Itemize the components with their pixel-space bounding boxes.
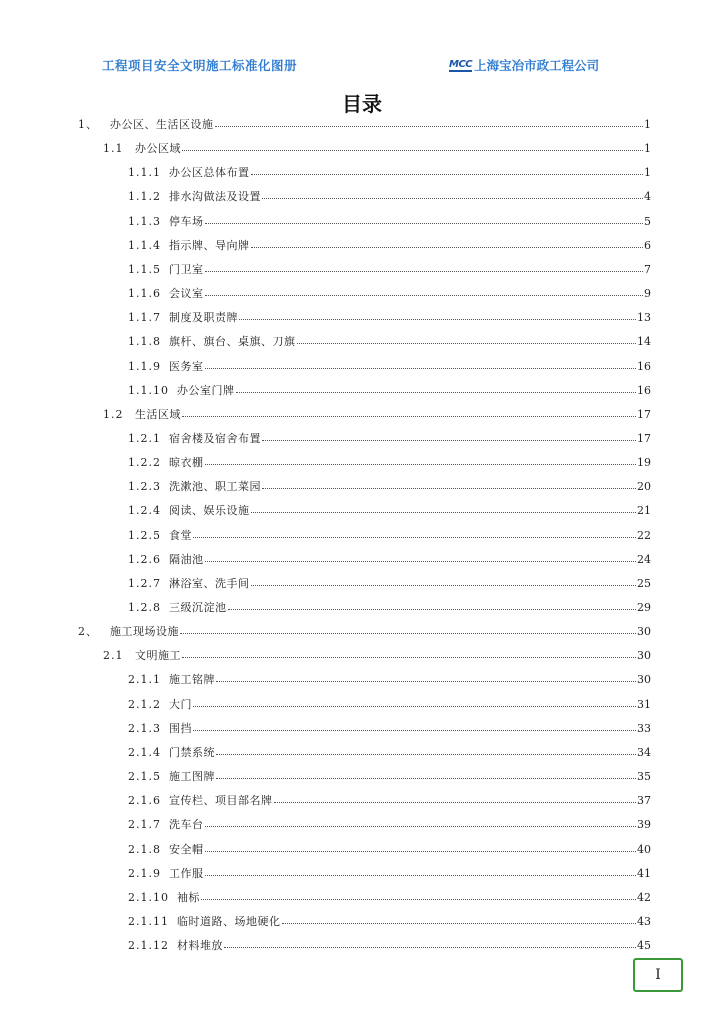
toc-entry-page: 34 bbox=[637, 746, 651, 759]
toc-entry[interactable] bbox=[103, 407, 651, 423]
toc-leader-dots bbox=[215, 126, 644, 127]
toc-entry-number: 1.1.2 bbox=[128, 190, 161, 203]
toc-entry-page: 20 bbox=[637, 480, 651, 493]
page-header bbox=[0, 56, 724, 78]
toc-entry[interactable] bbox=[78, 624, 651, 640]
toc-entry[interactable] bbox=[128, 455, 651, 471]
toc-leader-dots bbox=[205, 875, 637, 876]
toc-entry-number: 1.1.5 bbox=[128, 263, 161, 276]
toc-entry[interactable] bbox=[128, 890, 651, 906]
toc-entry-number: 2.1.8 bbox=[128, 843, 161, 856]
toc-entry-label: 宣传栏、项目部名牌 bbox=[169, 794, 273, 807]
toc-entry-number: 2.1.2 bbox=[128, 698, 161, 711]
toc-entry-label: 围挡 bbox=[169, 722, 192, 735]
toc-entry-page: 30 bbox=[637, 673, 651, 686]
toc-title: 目录 bbox=[342, 92, 382, 116]
toc-entry[interactable] bbox=[128, 503, 651, 519]
toc-leader-dots bbox=[262, 440, 636, 441]
toc-entry-page: 1 bbox=[644, 118, 651, 131]
toc-entry[interactable] bbox=[103, 648, 651, 664]
toc-entry-number: 2.1.6 bbox=[128, 794, 161, 807]
toc-leader-dots bbox=[182, 657, 636, 658]
toc-entry-number: 1.2.7 bbox=[128, 577, 161, 590]
toc-entry-page: 25 bbox=[637, 577, 651, 590]
toc-entry-label: 旗杆、旗台、桌旗、刀旗 bbox=[169, 335, 296, 348]
toc-entry-page: 17 bbox=[637, 432, 651, 445]
toc-entry-label: 门禁系统 bbox=[169, 746, 215, 759]
toc-entry-label: 三级沉淀池 bbox=[169, 601, 227, 614]
toc-entry-number: 1.2.2 bbox=[128, 456, 161, 469]
toc-entry[interactable] bbox=[128, 672, 651, 688]
toc-leader-dots bbox=[193, 706, 636, 707]
toc-entry-number: 1.1.3 bbox=[128, 215, 161, 228]
toc-entry-label: 施工图牌 bbox=[169, 770, 215, 783]
toc-entry[interactable] bbox=[128, 817, 651, 833]
toc-entry[interactable] bbox=[128, 383, 651, 399]
toc-entry[interactable] bbox=[128, 745, 651, 761]
toc-entry[interactable] bbox=[128, 600, 651, 616]
toc-entry-label: 淋浴室、洗手间 bbox=[169, 577, 250, 590]
toc-entry[interactable] bbox=[128, 189, 651, 205]
toc-leader-dots bbox=[205, 826, 637, 827]
toc-entry-page: 29 bbox=[637, 601, 651, 614]
toc-leader-dots bbox=[201, 899, 636, 900]
toc-entry-page: 17 bbox=[637, 408, 651, 421]
toc-entry-page: 35 bbox=[637, 770, 651, 783]
toc-entry-number: 2.1 bbox=[103, 649, 124, 662]
toc-entry-label: 指示牌、导向牌 bbox=[169, 239, 250, 252]
toc-entry-number: 2.1.11 bbox=[128, 915, 169, 928]
toc-leader-dots bbox=[262, 198, 643, 199]
company-name: 上海宝冶市政工程公司 bbox=[474, 58, 600, 73]
toc-leader-dots bbox=[216, 754, 636, 755]
toc-leader-dots bbox=[251, 512, 637, 513]
toc-entry-label: 施工铭牌 bbox=[169, 673, 215, 686]
toc-entry-page: 4 bbox=[644, 190, 651, 203]
toc-entry-number: 1.1.10 bbox=[128, 384, 169, 397]
toc-entry-number: 2.1.5 bbox=[128, 770, 161, 783]
toc-entry[interactable] bbox=[128, 938, 651, 954]
toc-entry-number: 2.1.10 bbox=[128, 891, 169, 904]
toc-entry-label: 安全帽 bbox=[169, 843, 204, 856]
toc-entry-label: 办公区总体布置 bbox=[169, 166, 250, 179]
toc-entry-page: 14 bbox=[637, 335, 651, 348]
toc-entry-page: 1 bbox=[644, 142, 651, 155]
toc-entry-number: 1.1.7 bbox=[128, 311, 161, 324]
toc-leader-dots bbox=[274, 802, 637, 803]
toc-entry-label: 施工现场设施 bbox=[110, 625, 179, 638]
toc-leader-dots bbox=[262, 488, 636, 489]
toc-entry-page: 41 bbox=[637, 867, 651, 880]
toc-leader-dots bbox=[205, 561, 637, 562]
toc-entry-label: 办公区、生活区设施 bbox=[110, 118, 214, 131]
toc-entry[interactable] bbox=[128, 310, 651, 326]
toc-entry-label: 袖标 bbox=[177, 891, 200, 904]
toc-entry[interactable] bbox=[128, 576, 651, 592]
toc-entry-label: 食堂 bbox=[169, 529, 192, 542]
toc-entry[interactable] bbox=[78, 117, 651, 133]
toc-entry-label: 洗漱池、职工菜园 bbox=[169, 480, 261, 493]
toc-entry-page: 16 bbox=[637, 384, 651, 397]
toc-entry-number: 1.1.4 bbox=[128, 239, 161, 252]
toc-entry-label: 停车场 bbox=[169, 215, 204, 228]
toc-entry-number: 1、 bbox=[78, 118, 98, 131]
toc-entry-page: 5 bbox=[644, 215, 651, 228]
toc-entry[interactable] bbox=[128, 286, 651, 302]
toc-entry-page: 33 bbox=[637, 722, 651, 735]
toc-leader-dots bbox=[228, 609, 637, 610]
toc-entry-page: 1 bbox=[644, 166, 651, 179]
toc-entry-label: 排水沟做法及设置 bbox=[169, 190, 261, 203]
toc-leader-dots bbox=[205, 223, 644, 224]
toc-entry-label: 工作服 bbox=[169, 867, 204, 880]
toc-leader-dots bbox=[193, 537, 636, 538]
toc-entry-label: 阅读、娱乐设施 bbox=[169, 504, 250, 517]
toc-entry[interactable] bbox=[128, 842, 651, 858]
toc-entry[interactable] bbox=[128, 769, 651, 785]
toc-leader-dots bbox=[216, 778, 636, 779]
toc-entry-page: 30 bbox=[637, 625, 651, 638]
toc-entry-label: 医务室 bbox=[169, 360, 204, 373]
toc-leader-dots bbox=[282, 923, 637, 924]
toc-entry-page: 43 bbox=[637, 915, 651, 928]
toc-entry-label: 生活区域 bbox=[135, 408, 181, 421]
toc-entry-number: 2.1.1 bbox=[128, 673, 161, 686]
toc-entry[interactable] bbox=[128, 552, 651, 568]
toc-entry[interactable] bbox=[128, 359, 651, 375]
toc-leader-dots bbox=[251, 174, 644, 175]
toc-leader-dots bbox=[205, 295, 644, 296]
toc-leader-dots bbox=[205, 851, 637, 852]
toc-entry-number: 1.1.8 bbox=[128, 335, 161, 348]
toc-entry[interactable] bbox=[128, 697, 651, 713]
toc-entry-page: 24 bbox=[637, 553, 651, 566]
toc-entry-page: 16 bbox=[637, 360, 651, 373]
toc-entry-page: 40 bbox=[637, 843, 651, 856]
toc-entry[interactable] bbox=[103, 141, 651, 157]
toc-leader-dots bbox=[193, 730, 636, 731]
toc-entry-page: 45 bbox=[637, 939, 651, 952]
toc-entry-label: 隔油池 bbox=[169, 553, 204, 566]
toc-entry-number: 1.1 bbox=[103, 142, 124, 155]
toc-entry-number: 1.1.9 bbox=[128, 360, 161, 373]
toc-entry-number: 2.1.4 bbox=[128, 746, 161, 759]
toc-entry-number: 2.1.3 bbox=[128, 722, 161, 735]
toc-entry-page: 9 bbox=[644, 287, 651, 300]
toc-entry-number: 2.1.9 bbox=[128, 867, 161, 880]
toc-entry-label: 办公区域 bbox=[135, 142, 181, 155]
toc-entry-label: 临时道路、场地硬化 bbox=[177, 915, 281, 928]
toc-leader-dots bbox=[251, 585, 637, 586]
toc-entry[interactable] bbox=[128, 165, 651, 181]
toc-leader-dots bbox=[216, 681, 636, 682]
toc-entry[interactable] bbox=[128, 262, 651, 278]
toc-leader-dots bbox=[182, 150, 643, 151]
toc-entry-page: 21 bbox=[637, 504, 651, 517]
toc-leader-dots bbox=[205, 271, 644, 272]
toc-entry-number: 1.2.3 bbox=[128, 480, 161, 493]
toc-entry-page: 30 bbox=[637, 649, 651, 662]
toc-entry-label: 办公室门牌 bbox=[177, 384, 235, 397]
toc-entry[interactable] bbox=[128, 866, 651, 882]
toc-entry-page: 6 bbox=[644, 239, 651, 252]
toc-entry[interactable] bbox=[128, 431, 651, 447]
toc-entry-label: 门卫室 bbox=[169, 263, 204, 276]
toc-entry-label: 文明施工 bbox=[135, 649, 181, 662]
toc-leader-dots bbox=[182, 416, 636, 417]
toc-entry-label: 晾衣棚 bbox=[169, 456, 204, 469]
toc-entry-page: 42 bbox=[637, 891, 651, 904]
toc-entry-label: 会议室 bbox=[169, 287, 204, 300]
toc-entry[interactable] bbox=[128, 479, 651, 495]
company-header bbox=[449, 56, 599, 74]
toc-entry-number: 1.1.6 bbox=[128, 287, 161, 300]
toc-entry-number: 2.1.12 bbox=[128, 939, 169, 952]
toc-entry-page: 19 bbox=[637, 456, 651, 469]
toc-entry-number: 2、 bbox=[78, 625, 98, 638]
toc-entry[interactable] bbox=[128, 721, 651, 737]
toc-entry[interactable] bbox=[128, 528, 651, 544]
toc-leader-dots bbox=[205, 464, 637, 465]
toc-entry-number: 1.2.4 bbox=[128, 504, 161, 517]
toc-leader-dots bbox=[239, 319, 636, 320]
toc-entry-number: 2.1.7 bbox=[128, 818, 161, 831]
document-title: 工程项目安全文明施工标准化图册 bbox=[102, 58, 298, 73]
toc-leader-dots bbox=[236, 392, 637, 393]
toc-entry-label: 材料堆放 bbox=[177, 939, 223, 952]
toc-entry[interactable] bbox=[128, 793, 651, 809]
toc-leader-dots bbox=[224, 947, 636, 948]
toc-leader-dots bbox=[180, 633, 636, 634]
toc-entry-label: 洗车台 bbox=[169, 818, 204, 831]
toc-entry[interactable] bbox=[128, 914, 651, 930]
toc-entry[interactable] bbox=[128, 334, 651, 350]
toc-entry-page: 13 bbox=[637, 311, 651, 324]
toc-entry[interactable] bbox=[128, 238, 651, 254]
toc-leader-dots bbox=[297, 343, 637, 344]
toc-entry-label: 宿舍楼及宿舍布置 bbox=[169, 432, 261, 445]
toc-leader-dots bbox=[251, 247, 644, 248]
toc-entry-number: 1.2.5 bbox=[128, 529, 161, 542]
toc-entry-number: 1.2.6 bbox=[128, 553, 161, 566]
toc-entry-number: 1.2 bbox=[103, 408, 124, 421]
toc-entry-number: 1.2.1 bbox=[128, 432, 161, 445]
mcc-logo-icon: MCC bbox=[449, 58, 473, 70]
toc-entry-label: 大门 bbox=[169, 698, 192, 711]
toc-entry-page: 7 bbox=[644, 263, 651, 276]
toc-entry-number: 1.1.1 bbox=[128, 166, 161, 179]
page-number: I bbox=[633, 958, 683, 992]
toc-entry-page: 31 bbox=[637, 698, 651, 711]
toc-entry[interactable] bbox=[128, 214, 651, 230]
toc-entry-page: 37 bbox=[637, 794, 651, 807]
toc-entry-page: 39 bbox=[637, 818, 651, 831]
toc-entry-number: 1.2.8 bbox=[128, 601, 161, 614]
toc-leader-dots bbox=[205, 368, 637, 369]
toc-entry-page: 22 bbox=[637, 529, 651, 542]
toc-entry-label: 制度及职责牌 bbox=[169, 311, 238, 324]
